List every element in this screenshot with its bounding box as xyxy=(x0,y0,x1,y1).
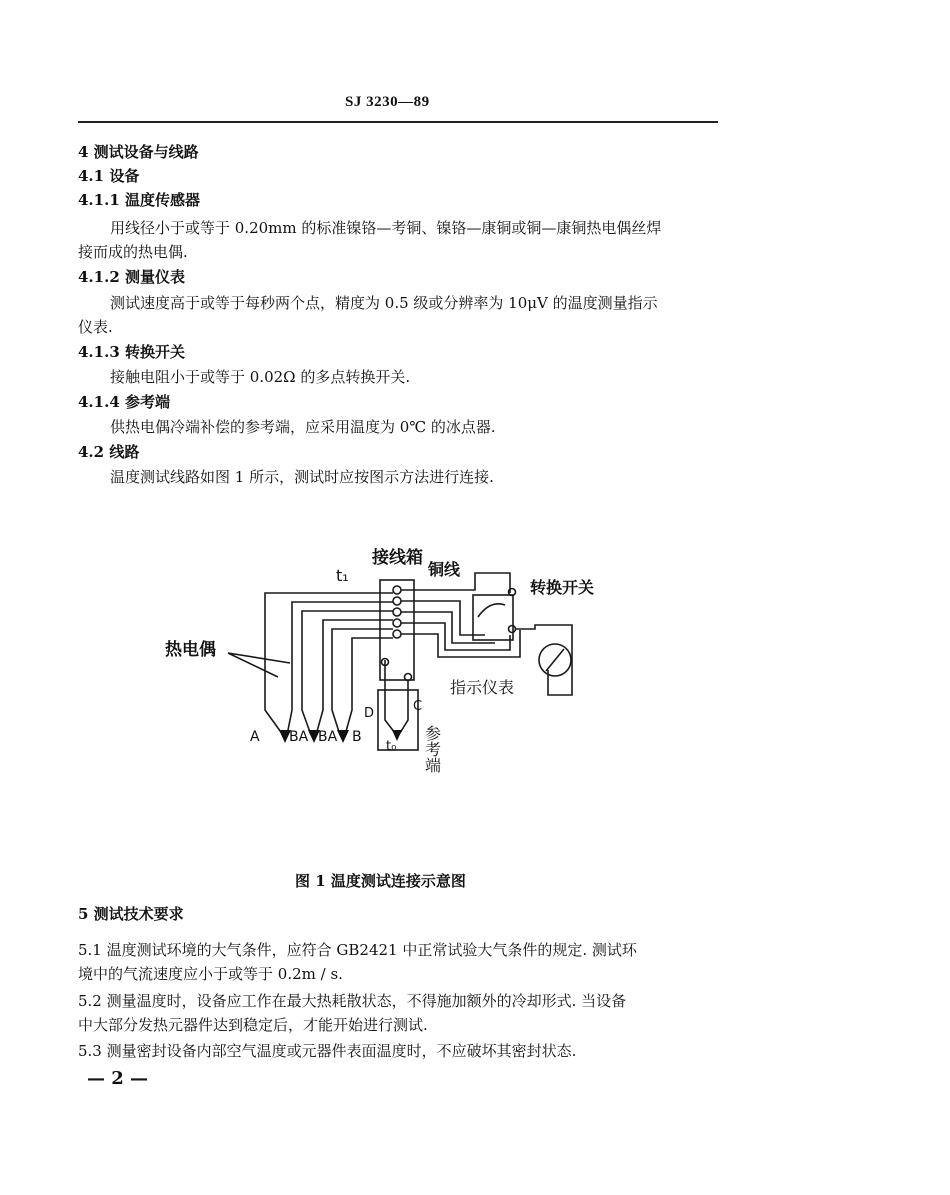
section-5-1-line2: 境中的气流速度应小于或等于 0.2m / s. xyxy=(78,965,343,983)
section-5-3: 5.3 测量密封设备内部空气温度或元器件表面温度时，不应破坏其密封状态. xyxy=(78,1042,577,1060)
label-thermocouple: 热电偶 xyxy=(165,640,216,660)
page-number: — 2 — xyxy=(87,1068,149,1089)
label-BA-1: BA xyxy=(289,729,309,745)
section-4-1-1-body-line2: 接而成的热电偶. xyxy=(78,243,188,261)
section-4-1-1-body-line1: 用线径小于或等于 0.20mm 的标准镍铬—考铜、镍铬—康铜或铜—康铜热电偶丝焊 xyxy=(110,219,662,237)
document-header: SJ 3230—89 xyxy=(345,94,430,110)
wiring-diagram xyxy=(160,545,620,795)
label-copper-wire: 铜线 xyxy=(428,560,461,579)
label-reference: 参考端 xyxy=(422,725,442,773)
switch-wiper xyxy=(478,604,505,617)
junction-tip-3 xyxy=(337,730,349,743)
section-5-2-line2: 中大部分发热元器件达到稳定后，才能开始进行测试. xyxy=(78,1016,428,1034)
section-4-2-body: 温度测试线路如图 1 所示，测试时应按图示方法进行连接. xyxy=(110,468,494,486)
indicator-wire xyxy=(516,625,572,695)
label-A: A xyxy=(250,729,260,745)
section-4-1-1-title: 4.1.1 温度传感器 xyxy=(78,191,200,209)
reference-wire-D xyxy=(385,660,395,733)
section-4-1-4-title: 4.1.4 参考端 xyxy=(78,393,170,411)
junction-terminals xyxy=(393,586,401,638)
label-D: D xyxy=(364,706,375,721)
copper-wire-4 xyxy=(401,623,510,650)
label-junction-box: 接线箱 xyxy=(372,548,423,568)
label-indicator: 指示仪表 xyxy=(450,678,515,697)
section-4-1-4-body: 供热电偶冷端补偿的参考端，应采用温度为 0℃ 的冰点器. xyxy=(110,418,496,436)
section-4-title: 4 测试设备与线路 xyxy=(78,143,199,161)
label-t0: t₀ xyxy=(386,739,397,754)
thermocouple-pointer xyxy=(228,653,290,677)
section-5-title: 5 测试技术要求 xyxy=(78,905,184,923)
reference-box xyxy=(378,690,418,750)
section-4-1-3-body: 接触电阻小于或等于 0.02Ω 的多点转换开关. xyxy=(110,368,411,386)
section-5-2-line1: 5.2 测量温度时，设备应工作在最大热耗散状态，不得施加额外的冷却形式. 当设备 xyxy=(78,992,627,1010)
section-4-1-2-title: 4.1.2 测量仪表 xyxy=(78,268,185,286)
copper-wire-3 xyxy=(401,612,495,643)
figure-caption: 图 1 温度测试连接示意图 xyxy=(295,872,466,890)
reference-wire-C xyxy=(400,680,408,733)
indicator-needle xyxy=(546,649,564,671)
switch-body xyxy=(473,595,513,640)
thermocouple-wire-5 xyxy=(332,629,393,735)
section-4-1-title: 4.1 设备 xyxy=(78,167,140,185)
header-rule xyxy=(78,121,718,123)
section-4-1-3-title: 4.1.3 转换开关 xyxy=(78,343,185,361)
wiring-diagram-svg xyxy=(160,545,620,795)
section-4-1-2-body-line1: 测试速度高于或等于每秒两个点，精度为 0.5 级或分辨率为 10μV 的温度测量指示 xyxy=(110,294,658,312)
section-4-1-2-body-line2: 仪表. xyxy=(78,318,113,336)
label-B: B xyxy=(352,729,362,745)
label-t1: t₁ xyxy=(336,566,349,585)
section-5-1-line1: 5.1 温度测试环境的大气条件，应符合 GB2421 中正常试验大气条件的规定. 测试环 xyxy=(78,941,637,959)
thermocouple-wire-2 xyxy=(287,602,393,735)
label-BA-2: BA xyxy=(318,729,338,745)
label-C: C xyxy=(413,699,423,714)
section-4-2-title: 4.2 线路 xyxy=(78,443,140,461)
switch-contact-2 xyxy=(509,626,516,633)
label-switch: 转换开关 xyxy=(530,578,595,597)
